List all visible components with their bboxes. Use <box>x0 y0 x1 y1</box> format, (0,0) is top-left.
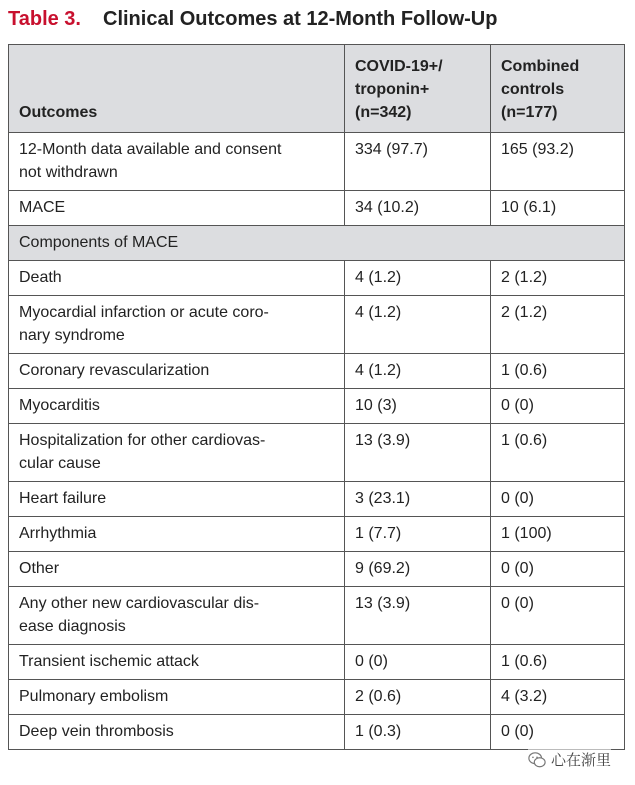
controls-cell: 0 (0) <box>491 715 625 750</box>
outcome-cell: Other <box>9 552 345 587</box>
outcome-cell: Heart failure <box>9 482 345 517</box>
covid-cell: 3 (23.1) <box>345 482 491 517</box>
covid-cell: 13 (3.9) <box>345 424 491 482</box>
covid-cell: 2 (0.6) <box>345 680 491 715</box>
table-row <box>9 296 625 354</box>
covid-cell: 34 (10.2) <box>345 191 491 226</box>
covid-cell: 1 (0.3) <box>345 715 491 750</box>
covid-cell: 0 (0) <box>345 645 491 680</box>
outcome-cell: Any other new cardiovascular dis- ease diagnosis <box>9 587 345 645</box>
table-row <box>9 133 625 191</box>
watermark-text: 心在渐里 <box>551 752 612 769</box>
covid-cell: 1 (7.7) <box>345 517 491 552</box>
table-row <box>9 715 625 750</box>
outcome-cell: Hospitalization for other cardiovas- cular cause <box>9 424 345 482</box>
wechat-icon <box>528 751 546 769</box>
controls-cell: 2 (1.2) <box>491 261 625 296</box>
watermark <box>528 749 611 770</box>
controls-cell: 10 (6.1) <box>491 191 625 226</box>
controls-cell: 1 (0.6) <box>491 424 625 482</box>
covid-cell: 13 (3.9) <box>345 587 491 645</box>
covid-cell: 9 (69.2) <box>345 552 491 587</box>
controls-cell: 1 (0.6) <box>491 645 625 680</box>
header-outcomes: Outcomes <box>9 45 345 133</box>
table-row <box>9 191 625 226</box>
table-row <box>9 587 625 645</box>
header-covid: COVID-19+/ troponin+ (n=342) <box>345 45 491 133</box>
controls-cell: 0 (0) <box>491 552 625 587</box>
table-row <box>9 645 625 680</box>
outcome-cell: 12-Month data available and consent not withdrawn <box>9 133 345 191</box>
outcome-cell: Arrhythmia <box>9 517 345 552</box>
controls-cell: 0 (0) <box>491 482 625 517</box>
table-label: Table 3. <box>8 8 81 30</box>
table-title: Clinical Outcomes at 12-Month Follow-Up <box>103 8 498 30</box>
outcome-cell: MACE <box>9 191 345 226</box>
controls-cell: 4 (3.2) <box>491 680 625 715</box>
outcome-cell: Pulmonary embolism <box>9 680 345 715</box>
outcomes-table <box>8 44 625 750</box>
outcome-cell: Transient ischemic attack <box>9 645 345 680</box>
outcome-cell: Coronary revascularization <box>9 354 345 389</box>
header-controls: Combined controls (n=177) <box>491 45 625 133</box>
covid-cell: 334 (97.7) <box>345 133 491 191</box>
covid-cell: 4 (1.2) <box>345 296 491 354</box>
covid-cell: 4 (1.2) <box>345 261 491 296</box>
controls-cell: 0 (0) <box>491 587 625 645</box>
table-row <box>9 261 625 296</box>
table-row <box>9 517 625 552</box>
outcome-cell: Myocardial infarction or acute coro- nary syndrome <box>9 296 345 354</box>
table-row <box>9 552 625 587</box>
outcome-cell: Deep vein thrombosis <box>9 715 345 750</box>
controls-cell: 0 (0) <box>491 389 625 424</box>
table-row <box>9 354 625 389</box>
table-title-row <box>8 8 497 38</box>
controls-cell: 1 (100) <box>491 517 625 552</box>
controls-cell: 165 (93.2) <box>491 133 625 191</box>
outcome-cell: Myocarditis <box>9 389 345 424</box>
covid-cell: 4 (1.2) <box>345 354 491 389</box>
section-label: Components of MACE <box>9 226 625 261</box>
table-row <box>9 424 625 482</box>
section-row <box>9 226 625 261</box>
table-row <box>9 680 625 715</box>
outcome-cell: Death <box>9 261 345 296</box>
controls-cell: 2 (1.2) <box>491 296 625 354</box>
covid-cell: 10 (3) <box>345 389 491 424</box>
table-row <box>9 389 625 424</box>
table-row <box>9 482 625 517</box>
controls-cell: 1 (0.6) <box>491 354 625 389</box>
table-header-row <box>9 45 625 133</box>
